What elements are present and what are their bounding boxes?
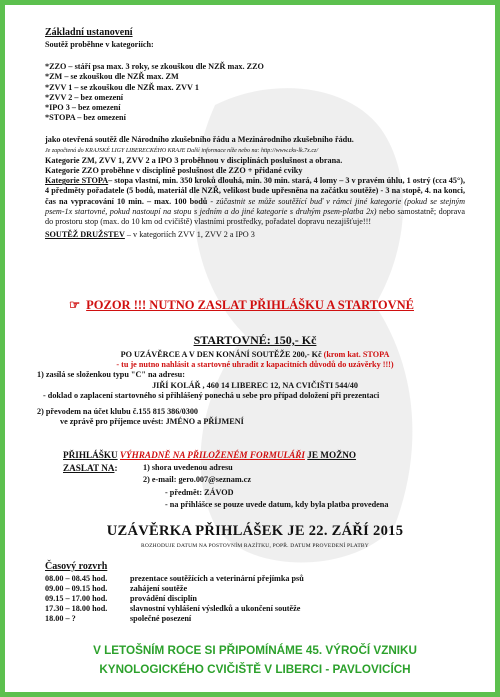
fee-late-line <box>45 350 465 360</box>
schedule-time: 09.00 – 09.15 hod. <box>45 584 108 593</box>
send-colon: : <box>114 463 118 474</box>
druzstev-text: – v kategoriích ZVV 1, ZVV 2 a IPO 3 <box>124 230 255 240</box>
fee-option-2: 2) převodem na účet klubu č.155 815 386/0300 <box>37 407 199 417</box>
schedule-desc: zahájení soutěže <box>130 584 188 593</box>
fee-section <box>37 350 465 427</box>
category-item: *ZZO – stáří psa max. 3 roky, se zkouškou dle NZŘ max. ZZO <box>45 62 264 72</box>
application-label: PŘIHLÁŠKU <box>63 450 118 460</box>
send-option-2: 2) e-mail: gero.007@seznam.cz <box>143 475 251 485</box>
send-block <box>63 463 483 510</box>
schedule-row <box>45 574 465 584</box>
rules-league-line: Je započtená do KRAJSKÉ LIGY LIBERECKÉHO KRAJE Další informace níže nebo na: http://www.cks-lk.7x.cz/ <box>45 147 319 154</box>
schedule-row <box>45 614 465 624</box>
schedule-section <box>45 561 465 624</box>
send-option-1: 1) shora uvedenou adresu <box>143 463 233 473</box>
druzstev-label: SOUTĚŽ DRUŽSTEV <box>45 230 125 240</box>
notice-heading <box>69 297 489 313</box>
stopa-end: nebo samostatně; doprava do prostoru stop (max. do 10 km od cvičiště) vlastními prostředky, pořadatel dopravu nezajišťuje!!! <box>45 206 465 227</box>
rules-line: Kategorie ZM, ZVV 1, ZVV 2 a IPO 3 proběhnou v disciplínách poslušnost a obrana. <box>45 155 343 165</box>
schedule-desc: provádění disciplín <box>130 594 197 603</box>
application-line <box>63 450 483 460</box>
schedule-time: 08.00 – 08.45 hod. <box>45 574 108 583</box>
fee-title: STARTOVNÉ: 150,- Kč <box>193 333 317 347</box>
schedule-desc: prezentace soutěžících a veterinární přejímka psů <box>130 574 304 583</box>
schedule-title: Časový rozvrh <box>45 561 108 572</box>
schedule-desc: společné posezení <box>130 614 192 623</box>
schedule-time: 18.00 – ? <box>45 614 76 623</box>
schedule-row <box>45 594 465 604</box>
stopa-italic: - zúčastnit se může soutěžící buď v rámci jiné kategorie (pokud se stejným psem-1x startovné, pokud nastoupí na stopu s jedním a do jiné kategorie s druhým psem-platba 2x) <box>45 196 465 216</box>
basic-title: Základní ustanovení <box>45 27 133 38</box>
footer-line-1: V LETOŠNÍM ROCE SI PŘIPOMÍNÁME 45. VÝROČÍ VZNIKU <box>93 644 417 657</box>
send-options <box>143 463 388 510</box>
application-italic: VÝHRADNĚ NA PŘILOŽENÉM FORMULÁŘI <box>119 450 305 460</box>
pointing-hand-icon: ☞ <box>69 298 81 312</box>
deadline-title: UZÁVĚRKA PŘIHLÁŠEK JE 22. ZÁŘÍ 2015 <box>106 523 404 539</box>
druzstev-line <box>45 230 465 240</box>
fee-message-note: ve zprávě pro příjemce uvést: JMÉNO a PŘÍJMENÍ <box>60 417 244 427</box>
stopa-label: Kategorie STOPA <box>45 176 109 186</box>
fee-receipt-note: - doklad o zaplacení startovného si přihlášený ponechá u sebe pro případ doložení při prezentaci <box>43 390 380 400</box>
application-section <box>63 450 483 510</box>
categories-intro: Soutěž proběhne v kategoriích: <box>45 40 154 49</box>
category-item: *ZM – se zkouškou dle NZŘ max. ZM <box>45 72 179 82</box>
category-item: *STOPA – bez omezení <box>45 113 126 123</box>
stopa-paragraph <box>45 176 465 227</box>
main-content <box>45 27 465 240</box>
fee-option-1: 1) zasílá se složenkou typu "C" na adresu: <box>37 370 185 380</box>
stopa-text: – stopa vlastní, min. 350 kroků dlouhá, min. 30 min. stará, 4 lomy – 3 v pravém úhlu, 1 ostrý (cca 45°), 4 předměty pořadatele (5 bodů, materiál dle NZŘ, velikost bude upřesněna na začátku soutěže) - 3 na stopě, 4. na konci, čas na vypracování 10 min. – max. 100 bodů <box>45 176 465 206</box>
send-label-wrap <box>63 463 143 510</box>
fee-late: PO UZÁVĚRCE A V DEN KONÁNÍ SOUTĚŽE 200,- Kč <box>120 350 322 359</box>
rules-line: Kategorie ZZO proběhne v disciplíně poslušnost dle ZZO + přidané cviky <box>45 166 303 176</box>
schedule-time: 09.15 – 17.00 hod. <box>45 594 108 603</box>
category-item: *IPO 3 – bez omezení <box>45 103 121 113</box>
application-tail: JE MOŽNO <box>307 450 357 460</box>
fee-late-red: (krom kat. STOPA <box>321 350 390 359</box>
send-subject: - předmět: ZÁVOD <box>165 487 234 497</box>
send-label: ZASLAT NA <box>63 463 115 474</box>
schedule-time: 17.30 – 18.00 hod. <box>45 604 108 613</box>
category-item: *ZVV 1 – se zkouškou dle NZŘ max. ZVV 1 <box>45 82 199 92</box>
schedule-row <box>45 584 465 594</box>
fee-warning: - tu je nutno nahlásit a startovné uhradit z kapacitních důvodů do uzávěrky !!!) <box>116 360 394 370</box>
notice-text: POZOR !!! NUTNO ZASLAT PŘIHLÁŠKU A STARTOVNÉ <box>86 298 414 312</box>
deadline-subtitle: ROZHODUJE DATUM NA POSTOVNÍM RAZÍTKU, POPŘ. DATUM PROVEDENÍ PLATBY <box>141 543 369 549</box>
rules-line: jako otevřená soutěž dle Národního zkušebního řádu a Mezinárodního zkušebního řádu. <box>45 135 354 145</box>
schedule-desc: slavnostní vyhlášení výsledků a ukončení soutěže <box>130 604 301 613</box>
category-item: *ZVV 2 – bez omezení <box>45 92 124 102</box>
schedule-row <box>45 604 465 614</box>
fee-address: JIŘÍ KOLÁŘ , 460 14 LIBEREC 12, NA CVIČIŠTI 544/40 <box>152 380 358 390</box>
footer-line-2: KYNOLOGICKÉHO CVIČIŠTĚ V LIBERCI - PAVLOVICÍCH <box>99 663 411 676</box>
send-note: - na přihlášce se pouze uvede datum, kdy byla platba provedena <box>165 499 389 509</box>
